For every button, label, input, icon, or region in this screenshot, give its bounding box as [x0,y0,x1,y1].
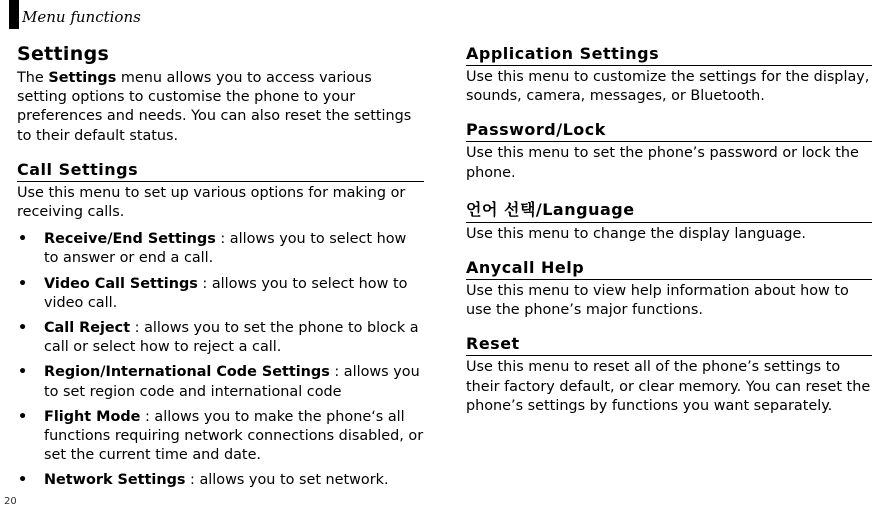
bullet-icon: • [18,231,28,248]
item-desc: : allows you to set network. [185,472,389,489]
list-item [17,275,424,313]
language-section [466,197,872,244]
item-term: Call Reject [44,320,131,337]
section-body: Use this menu to set the phone’s password or lock the phone. [466,145,859,181]
item-desc: : allows you to select how to video call. [44,275,408,311]
section-body: Use this menu to set up various options for making or receiving calls. [17,184,406,221]
section-heading: 언어 선택/Language [466,197,872,223]
bullet-icon: • [18,364,28,381]
list-item [17,230,424,268]
right-column [466,43,872,416]
section-heading: Password/Lock [466,120,872,142]
page-title: Settings [17,43,110,65]
list-item [17,408,424,466]
section-heading: Call Settings [17,160,424,182]
list-item [17,363,424,401]
anycall-help-section [466,258,872,320]
call-settings-list [17,230,424,490]
section-heading: Application Settings [466,44,872,66]
list-item [17,319,424,357]
bullet-icon: • [18,320,28,337]
application-settings-section [466,44,872,106]
item-desc: : allows you to set the phone to block a call or select how to reject a call. [44,320,419,356]
reset-section [466,334,872,416]
call-settings-section [17,160,424,491]
item-term: Video Call Settings [44,275,198,292]
bullet-icon: • [18,408,28,425]
item-term: Flight Mode [44,408,141,425]
item-desc: : allows you to make the phone‘s all functions requiring network connections disabled, or set the current time and date. [44,408,424,464]
bullet-icon: • [18,472,28,489]
page-number: 20 [4,496,17,507]
intro-bold: Settings [48,70,117,86]
password-lock-section [466,120,872,182]
section-body: Use this menu to change the display language. [466,225,806,242]
section-body: Use this menu to customize the settings for the display, sounds, camera, messages, or Bluetooth. [466,69,870,105]
section-body: Use this menu to reset all of the phone’s settings to their factory default, or clear memory. You can reset the phone’s settings by functions you want separately. [466,359,871,414]
item-term: Receive/End Settings [44,231,216,248]
header-accent-bar [9,0,19,29]
intro-pre: The [17,70,49,86]
section-body: Use this menu to view help information about how to use the phone’s major functions. [466,283,849,319]
bullet-icon: • [18,275,28,292]
intro-rest: menu allows you to access various setting options to customise the phone to your preferences and needs. You can also reset the settings to their default status. [17,70,412,144]
item-term: Network Settings [44,472,186,489]
item-term: Region/International Code Settings [44,364,330,381]
running-head: Menu functions [22,8,141,26]
list-item [17,471,424,490]
section-heading: Reset [466,334,872,356]
item-desc: : allows you to set region code and international code [44,364,420,400]
left-column [17,43,424,497]
section-heading: Anycall Help [466,258,872,280]
settings-intro [17,69,424,146]
item-desc: : allows you to select how to answer or end a call. [44,231,407,267]
